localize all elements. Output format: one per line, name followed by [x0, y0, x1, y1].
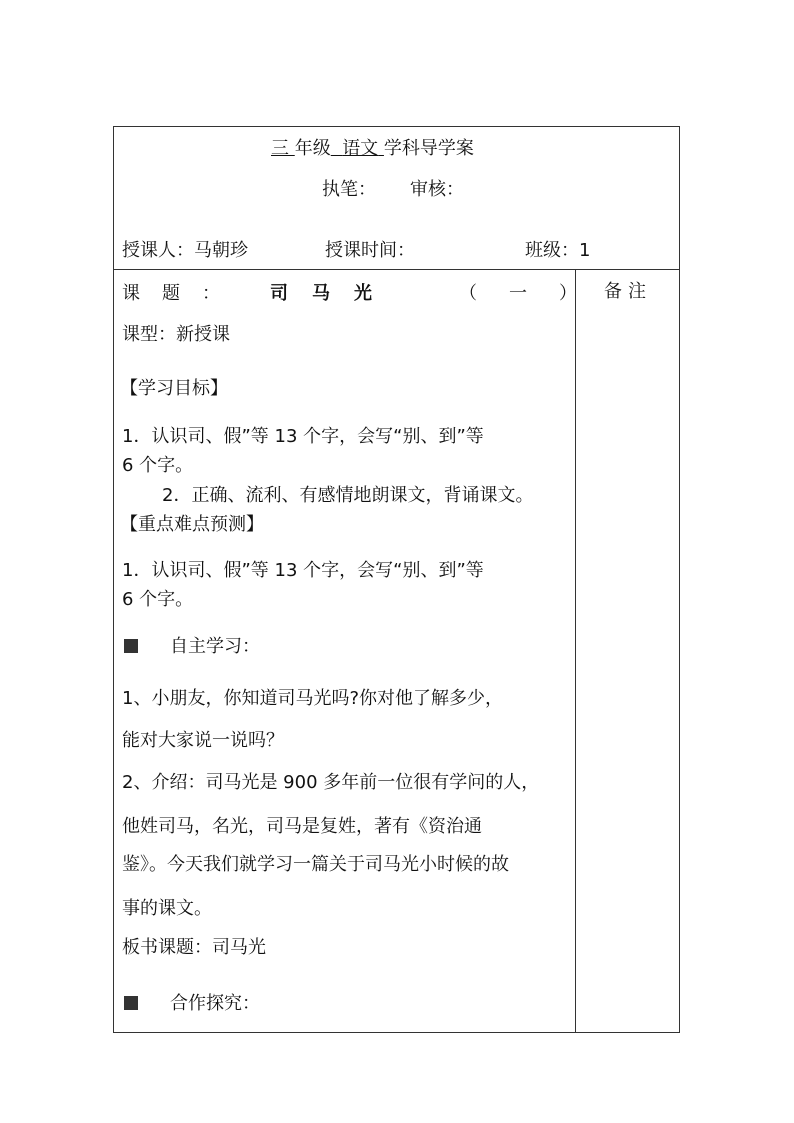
cooperation-heading: 合作探究：	[170, 993, 260, 1014]
board-title: 板书课题：司马光	[122, 937, 266, 958]
self-study-2-line3: 鉴》。今天我们就学习一篇关于司马光小时候的故	[122, 854, 509, 875]
self-study-1-line2: 能对大家说一说吗？	[122, 730, 284, 751]
title-suffix: 学科导学案	[383, 138, 474, 159]
keypoint-1-line1: 1．认识司、假”等 13 个字，会写“别、到”等	[122, 560, 484, 581]
lesson-type: 课型：新授课	[122, 324, 230, 345]
subject-field: 语文	[342, 138, 379, 159]
class-value: 1	[579, 240, 591, 261]
keypoint-1-line2: 6 个字。	[122, 589, 194, 610]
self-study-1-line1: 1、小朋友，你知道司马光吗?你对他了解多少，	[122, 688, 504, 709]
keypoints-heading: 【重点难点预测】	[120, 514, 264, 535]
self-study-2-line4: 事的课文。	[122, 898, 212, 919]
author-label: 执笔：	[322, 179, 376, 200]
column-divider	[575, 270, 576, 1032]
goal-1-line2: 6 个字。	[122, 455, 194, 476]
review-label: 审核：	[410, 179, 464, 200]
document-title	[271, 138, 474, 160]
square-bullet-icon	[124, 639, 138, 653]
time-label: 授课时间：	[325, 240, 415, 261]
goals-heading: 【学习目标】	[120, 378, 228, 399]
lesson-topic: 司马光	[270, 283, 396, 304]
goal-1-line1: 1．认识司、假”等 13 个字，会写“别、到”等	[122, 426, 484, 447]
teacher-line	[122, 240, 248, 262]
topic-label: 课题：	[122, 283, 242, 304]
lesson-plan-table	[113, 126, 680, 1033]
teacher-name: 马朝珍	[194, 240, 248, 261]
class-line	[525, 240, 590, 262]
self-study-heading: 自主学习：	[170, 636, 260, 657]
remark-header: 备注	[604, 281, 652, 302]
lesson-part: （一）	[459, 283, 609, 304]
goal-2: 2．正确、流利、有感情地朗课文，背诵课文。	[162, 485, 534, 506]
table-header	[114, 127, 679, 270]
grade-field: 三	[271, 138, 289, 159]
self-study-section	[124, 636, 260, 658]
self-study-2-line2: 他姓司马，名光，司马是复姓，著有《资治通	[122, 816, 482, 837]
cooperation-section	[124, 993, 260, 1015]
grade-label: 年级	[294, 138, 331, 159]
square-bullet-icon	[124, 996, 138, 1010]
class-label: 班级：	[525, 240, 579, 261]
teacher-label: 授课人：	[122, 240, 194, 261]
self-study-2-line1: 2、介绍：司马光是 900 多年前一位很有学问的人，	[122, 772, 540, 793]
